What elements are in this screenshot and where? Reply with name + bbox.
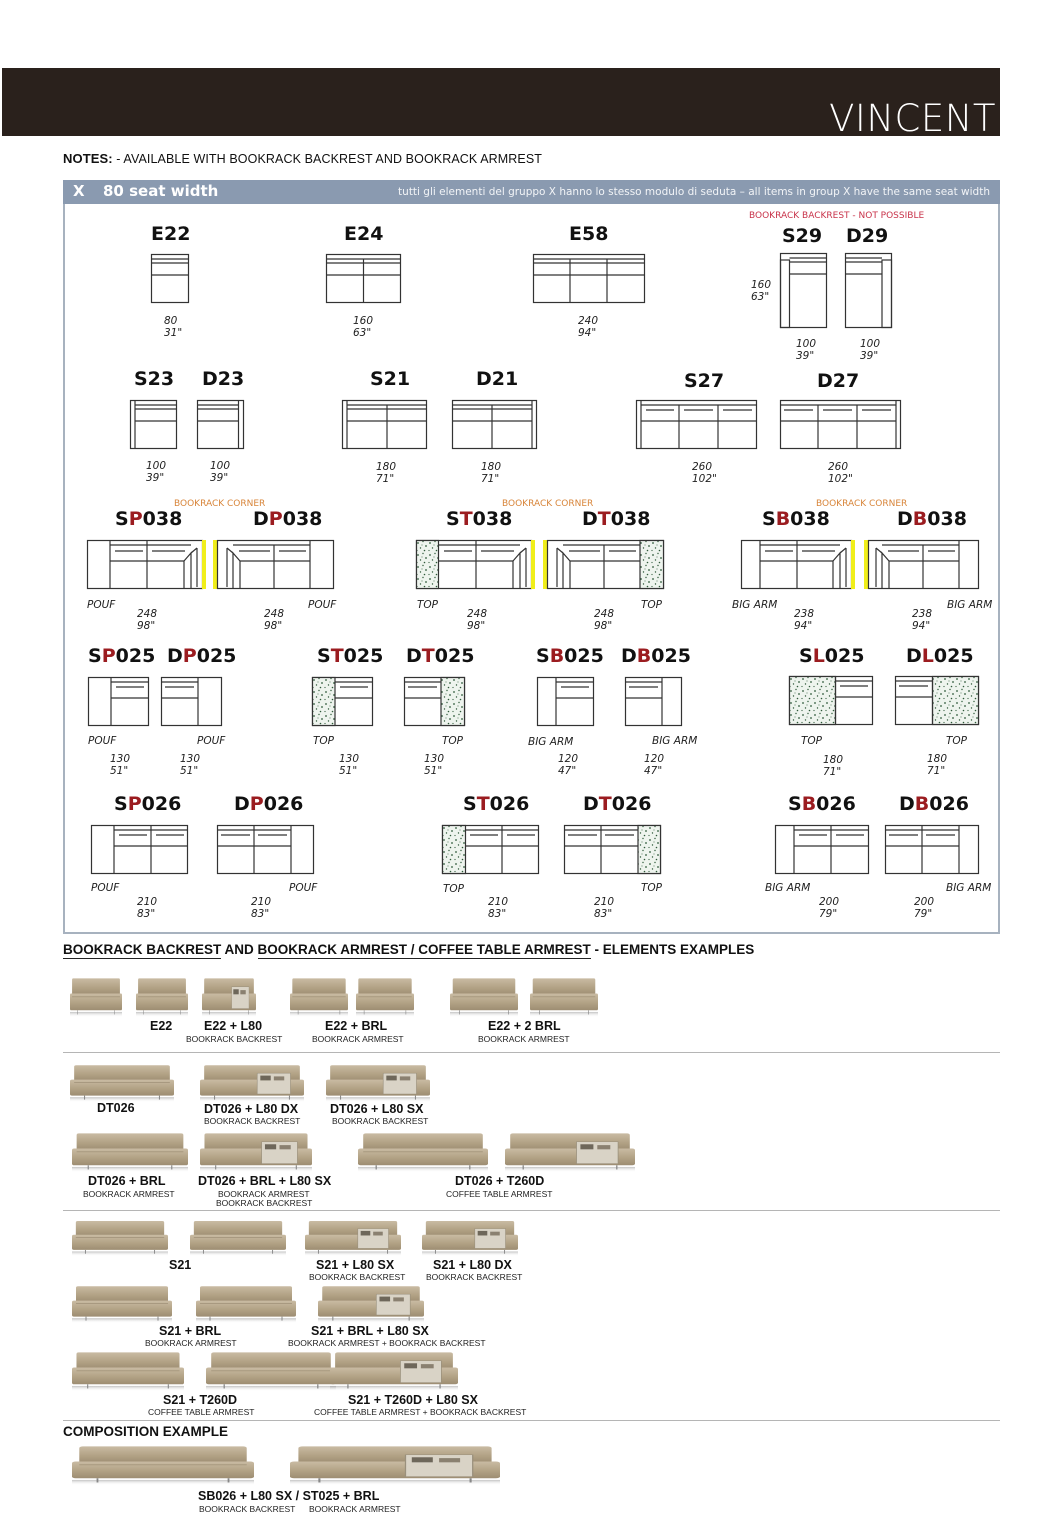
example-label: S21 + T260D xyxy=(163,1393,238,1407)
tag-db025: BIG ARM xyxy=(652,735,698,747)
element-code-db026: DB026 xyxy=(899,793,969,815)
photo-s21-t260d-l80sx xyxy=(330,1349,458,1391)
plan-st038 xyxy=(416,540,536,590)
group-subtitle: tutti gli elementi del gruppo X hanno lo stesso modulo di seduta – all items in group X have the same seat width xyxy=(398,186,990,198)
photo-s21-t260d-front xyxy=(72,1349,184,1391)
tag-sl025: TOP xyxy=(801,735,823,747)
element-code-dt038: DT038 xyxy=(582,508,651,530)
notes xyxy=(63,151,542,166)
photo-e22-brl-front xyxy=(290,975,348,1017)
plan-dl025 xyxy=(895,676,980,726)
bookrack-corner-label: BOOKRACK CORNER xyxy=(816,499,908,509)
plan-s27 xyxy=(636,400,758,450)
photo-s21-l80dx xyxy=(422,1218,518,1256)
plan-dp025 xyxy=(161,677,223,727)
example-label: E22 + BRL xyxy=(325,1019,388,1033)
example-sub: BOOKRACK ARMREST xyxy=(218,1189,310,1199)
plan-e24 xyxy=(326,254,402,304)
dim-e22: 80 31" xyxy=(164,315,183,339)
plan-dt025 xyxy=(404,677,466,727)
dim-sl025: 180 71" xyxy=(823,754,844,778)
notes-text: - AVAILABLE WITH BOOKRACK BACKREST AND BOOKRACK ARMREST xyxy=(112,152,543,166)
plan-st025 xyxy=(312,677,374,727)
dim-sp038: 248 98" xyxy=(137,608,158,632)
plan-sp038 xyxy=(87,540,207,590)
dim-s29: 100 39" xyxy=(796,338,817,362)
dim-db025: 120 47" xyxy=(644,753,665,777)
tag-st026: TOP xyxy=(443,883,465,895)
photo-dt026-l80dx xyxy=(200,1062,304,1102)
plan-sb026 xyxy=(775,825,870,875)
element-code-sb038: SB038 xyxy=(762,508,830,530)
dim-st025: 130 51" xyxy=(339,753,360,777)
notes-label: NOTES: xyxy=(63,151,113,166)
example-sub: BOOKRACK BACKREST xyxy=(216,1198,313,1208)
photo-e22-back xyxy=(136,975,188,1017)
photo-dt026-brl xyxy=(72,1130,188,1172)
plan-s29 xyxy=(780,253,828,329)
example-label: DT026 + BRL + L80 SX xyxy=(198,1174,332,1188)
element-code-e24: E24 xyxy=(344,223,384,245)
photo-e22-l80 xyxy=(202,975,256,1017)
photo-s21-l80sx xyxy=(305,1218,401,1256)
example-label: DT026 xyxy=(97,1101,135,1115)
tag-db026: BIG ARM xyxy=(946,882,992,894)
dim-s29-depth: 160 63" xyxy=(751,279,772,303)
photo-composition-back xyxy=(290,1443,500,1485)
page-title: VINCENT xyxy=(829,97,996,140)
tag-dl025: TOP xyxy=(946,735,968,747)
plan-d27 xyxy=(780,400,902,450)
header-band xyxy=(2,68,1000,140)
example-sub: COFFEE TABLE ARMREST xyxy=(446,1189,553,1199)
dim-dl025: 180 71" xyxy=(927,753,948,777)
element-code-sb026: SB026 xyxy=(788,793,856,815)
plan-db026 xyxy=(885,825,980,875)
example-label: E22 + 2 BRL xyxy=(488,1019,561,1033)
plan-s23 xyxy=(130,400,178,450)
example-sub: BOOKRACK ARMREST xyxy=(145,1338,237,1348)
photo-e22-2brl-back xyxy=(530,975,598,1017)
dim-d21: 180 71" xyxy=(481,461,502,485)
dim-dp038: 248 98" xyxy=(264,608,285,632)
photo-e22-2brl-front xyxy=(450,975,518,1017)
element-code-sp026: SP026 xyxy=(114,793,182,815)
dim-dp025: 130 51" xyxy=(180,753,201,777)
example-label: DT026 + BRL xyxy=(88,1174,166,1188)
dim-sp025: 130 51" xyxy=(110,753,131,777)
dim-st038: 248 98" xyxy=(467,608,488,632)
example-label: S21 + BRL xyxy=(159,1324,222,1338)
element-code-s23: S23 xyxy=(134,368,175,390)
element-code-d27: D27 xyxy=(817,370,860,392)
element-code-st026: ST026 xyxy=(463,793,530,815)
dim-s27: 260 102" xyxy=(692,461,717,485)
element-code-dt025: DT025 xyxy=(406,645,475,667)
plan-db025 xyxy=(625,677,683,727)
example-sub: COFFEE TABLE ARMREST xyxy=(148,1407,255,1417)
plan-s21 xyxy=(342,400,428,450)
tag-sp025: POUF xyxy=(88,735,117,747)
dim-dt038: 248 98" xyxy=(594,608,615,632)
example-sub: BOOKRACK BACKREST xyxy=(204,1116,301,1126)
dim-d27: 260 102" xyxy=(828,461,853,485)
plan-sb038 xyxy=(741,540,857,590)
tag-st038: TOP xyxy=(417,599,439,611)
tag-sb026: BIG ARM xyxy=(765,882,811,894)
divider xyxy=(63,1210,1000,1211)
photo-s21-front xyxy=(72,1218,168,1256)
plan-db038 xyxy=(864,540,980,590)
example-sub: BOOKRACK BACKREST xyxy=(426,1272,523,1282)
example-sub: BOOKRACK ARMREST xyxy=(312,1034,404,1044)
photo-e22-front xyxy=(70,975,122,1017)
example-sub: BOOKRACK ARMREST xyxy=(478,1034,570,1044)
dim-sb025: 120 47" xyxy=(558,753,579,777)
element-code-dp025: DP025 xyxy=(167,645,237,667)
plan-d21 xyxy=(452,400,538,450)
element-code-dp026: DP026 xyxy=(234,793,304,815)
dim-sb038: 238 94" xyxy=(794,608,815,632)
element-code-sb025: SB025 xyxy=(536,645,604,667)
element-code-sl025: SL025 xyxy=(799,645,865,667)
dim-dp026: 210 83" xyxy=(251,896,272,920)
composition-sub-2: BOOKRACK ARMREST xyxy=(309,1504,401,1514)
element-code-e58: E58 xyxy=(569,223,609,245)
element-code-d21: D21 xyxy=(476,368,519,390)
dim-sp026: 210 83" xyxy=(137,896,158,920)
example-label: DT026 + T260D xyxy=(455,1174,545,1188)
tag-dt038: TOP xyxy=(641,599,663,611)
photo-composition-front xyxy=(72,1443,254,1485)
element-code-e22: E22 xyxy=(151,223,191,245)
photo-e22-brl-back xyxy=(356,975,414,1017)
plan-sl025 xyxy=(789,676,874,726)
tag-st025: TOP xyxy=(313,735,335,747)
element-code-st038: ST038 xyxy=(446,508,513,530)
dim-s21: 180 71" xyxy=(376,461,397,485)
element-code-dt026: DT026 xyxy=(583,793,652,815)
dim-e24: 160 63" xyxy=(353,315,374,339)
example-label: DT026 + L80 DX xyxy=(204,1102,299,1116)
photo-dt026 xyxy=(70,1062,174,1102)
group-x-header xyxy=(63,180,1000,204)
tag-sb038: BIG ARM xyxy=(732,599,778,611)
plan-sp025 xyxy=(88,677,150,727)
photo-dt026-t260d-front xyxy=(358,1130,488,1172)
element-code-s21: S21 xyxy=(370,368,411,390)
plan-st026 xyxy=(442,825,540,875)
plan-dt026 xyxy=(564,825,662,875)
example-label: S21 xyxy=(169,1258,192,1272)
example-sub: COFFEE TABLE ARMREST + BOOKRACK BACKREST xyxy=(314,1407,527,1417)
example-label: E22 xyxy=(150,1019,173,1033)
group-title: 80 seat width xyxy=(103,182,219,200)
plan-dt038 xyxy=(543,540,665,590)
example-label: S21 + L80 DX xyxy=(433,1258,512,1272)
tag-dp026: POUF xyxy=(289,882,318,894)
dim-db026: 200 79" xyxy=(914,896,935,920)
plan-sb025 xyxy=(537,677,595,727)
plan-d29 xyxy=(845,253,893,329)
example-label: S21 + BRL + L80 SX xyxy=(311,1324,429,1338)
element-code-db025: DB025 xyxy=(621,645,691,667)
example-sub: BOOKRACK BACKREST xyxy=(186,1034,283,1044)
element-code-st025: ST025 xyxy=(317,645,384,667)
element-code-sp025: SP025 xyxy=(88,645,156,667)
dim-s23: 100 39" xyxy=(146,460,167,484)
tag-dt025: TOP xyxy=(442,735,464,747)
dim-d29: 100 39" xyxy=(860,338,881,362)
not-possible-note: BOOKRACK BACKREST - NOT POSSIBLE xyxy=(749,211,925,221)
tag-sp038: POUF xyxy=(87,599,116,611)
dim-dt025: 130 51" xyxy=(424,753,445,777)
plan-e22 xyxy=(151,254,189,304)
plan-e58 xyxy=(533,254,645,304)
composition-label: SB026 + L80 SX / ST025 + BRL xyxy=(198,1489,380,1503)
tag-dt026: TOP xyxy=(641,882,663,894)
element-code-dl025: DL025 xyxy=(906,645,974,667)
photo-s21-t260d-back xyxy=(206,1349,336,1391)
tag-db038: BIG ARM xyxy=(947,599,993,611)
dim-db038: 238 94" xyxy=(912,608,933,632)
example-sub: BOOKRACK BACKREST xyxy=(332,1116,429,1126)
tag-dp025: POUF xyxy=(197,735,226,747)
element-code-sp038: SP038 xyxy=(115,508,183,530)
photo-s21-brl-back xyxy=(196,1283,296,1323)
bookrack-corner-label: BOOKRACK CORNER xyxy=(174,499,266,509)
example-label: S21 + L80 SX xyxy=(316,1258,395,1272)
photo-dt026-brl-l80sx xyxy=(200,1130,312,1172)
divider xyxy=(63,1420,1000,1421)
dim-e58: 240 94" xyxy=(578,315,599,339)
photo-s21-brl-l80sx xyxy=(318,1283,424,1323)
plan-sp026 xyxy=(91,825,189,875)
dim-d23: 100 39" xyxy=(210,460,231,484)
dim-sb026: 200 79" xyxy=(819,896,840,920)
composition-heading: COMPOSITION EXAMPLE xyxy=(63,1424,229,1439)
element-code-s29: S29 xyxy=(782,225,823,247)
bookrack-corner-label: BOOKRACK CORNER xyxy=(502,499,594,509)
dim-st026: 210 83" xyxy=(488,896,509,920)
photo-s21-back xyxy=(190,1218,286,1256)
dim-dt026: 210 83" xyxy=(594,896,615,920)
divider xyxy=(63,1052,1000,1053)
element-code-d29: D29 xyxy=(846,225,889,247)
group-code: X xyxy=(73,182,85,200)
element-code-dp038: DP038 xyxy=(253,508,323,530)
example-sub: BOOKRACK ARMREST xyxy=(83,1189,175,1199)
example-sub: BOOKRACK BACKREST xyxy=(309,1272,406,1282)
example-sub: BOOKRACK ARMREST + BOOKRACK BACKREST xyxy=(288,1338,486,1348)
example-label: E22 + L80 xyxy=(204,1019,263,1033)
plan-d23 xyxy=(197,400,245,450)
tag-dp038: POUF xyxy=(308,599,337,611)
photo-dt026-l80sx xyxy=(326,1062,430,1102)
example-label: S21 + T260D + L80 SX xyxy=(348,1393,478,1407)
photo-dt026-t260d-back xyxy=(505,1130,635,1172)
examples-heading: BOOKRACK BACKREST AND BOOKRACK ARMREST / COFFEE TABLE ARMREST - ELEMENTS EXAMPLES xyxy=(63,942,755,957)
photo-s21-brl-front xyxy=(72,1283,172,1323)
example-label: DT026 + L80 SX xyxy=(330,1102,424,1116)
element-code-db038: DB038 xyxy=(897,508,967,530)
tag-sb025: BIG ARM xyxy=(528,736,574,748)
plan-dp038 xyxy=(213,540,335,590)
element-code-s27: S27 xyxy=(684,370,725,392)
composition-sub-1: BOOKRACK BACKREST xyxy=(199,1504,296,1514)
element-code-d23: D23 xyxy=(202,368,245,390)
tag-sp026: POUF xyxy=(91,882,120,894)
plan-dp026 xyxy=(217,825,315,875)
